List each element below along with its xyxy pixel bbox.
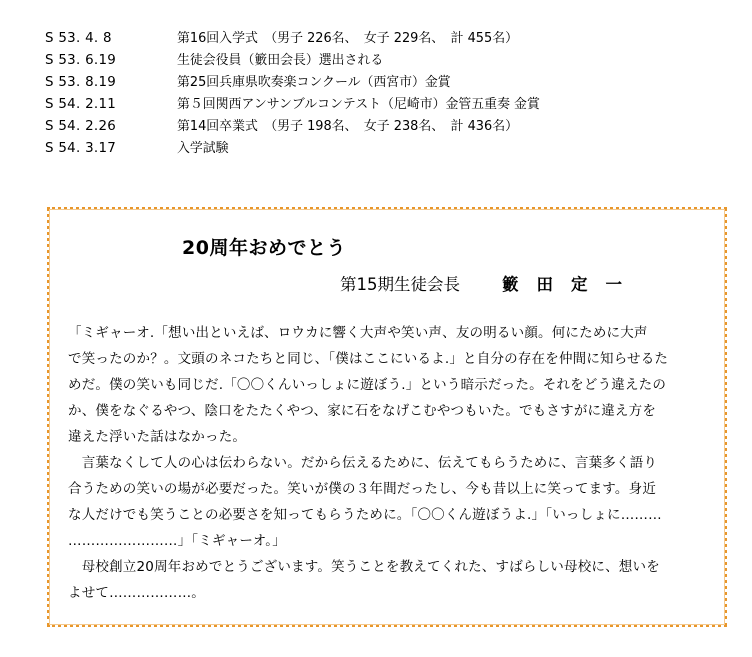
timeline-entry — [45, 28, 725, 50]
timeline-date: S 53. 6.19 — [45, 53, 117, 68]
article-byline — [340, 271, 640, 295]
body-line: 違えた浮いた話はなかった。 — [68, 429, 247, 445]
history-timeline — [45, 28, 725, 160]
body-line: よせて………………。 — [68, 585, 205, 601]
timeline-event: 第16回入学式 （男子 226名、 女子 229名、 計 455名） — [177, 31, 518, 46]
timeline-date: S 54. 2.11 — [45, 97, 117, 112]
body-line: 母校創立20周年おめでとうございます。笑うことを教えてくれた、すばらしい母校に、想いを — [68, 559, 660, 575]
body-line: ……………………」「ミギャーオ。」 — [68, 533, 286, 549]
body-line: 言葉なくして人の心は伝わらない。だから伝えるために、伝えてもらうために、言葉多く語り — [68, 455, 658, 471]
timeline-event: 生徒会役員（籔田会長）選出される — [177, 53, 384, 68]
body-line: な人だけでも笑うことの必要さを知ってもらうために。「〇〇くん遊ぼうよ.」「いっしょに……… — [68, 507, 662, 523]
body-line: で笑ったのか？。文頭のネコたちと同じ、「僕はここにいるよ.」と自分の存在を仲間に知らせるた — [68, 351, 669, 367]
author-role: 第15期生徒会長 — [340, 275, 460, 294]
article-title: 20周年おめでとう — [182, 237, 346, 259]
timeline-entry — [45, 50, 725, 72]
timeline-entry — [45, 72, 725, 94]
body-line: めだ。僕の笑いも同じだ.「〇〇くんいっしょに遊ぼう.」という暗示だった。それをどう違えたの — [68, 377, 667, 393]
timeline-entry — [45, 94, 725, 116]
timeline-date: S 54. 3.17 — [45, 141, 117, 156]
body-line: か、僕をなぐるやつ、陰口をたたくやつ、家に石をなげこむやつもいた。でもさすがに違え方を — [68, 403, 657, 419]
body-line: 「ミギャーオ.「想い出といえば、ロウカに響く大声や笑い声、友の明るい顔。何にために大声 — [68, 325, 648, 341]
timeline-date: S 53. 8.19 — [45, 75, 117, 90]
timeline-event: 入学試験 — [177, 141, 229, 156]
timeline-event: 第５回関西アンサンブルコンテスト（尼崎市）金管五重奏 金賞 — [177, 97, 540, 112]
timeline-entry — [45, 116, 725, 138]
timeline-entry — [45, 138, 725, 160]
body-line: 合うための笑いの場が必要だった。笑いが僕の３年間だったし、今も昔以上に笑ってます。身近 — [68, 481, 657, 497]
timeline-event: 第14回卒業式 （男子 198名、 女子 238名、 計 436名） — [177, 119, 518, 134]
timeline-date: S 53. 4. 8 — [45, 31, 112, 46]
author-name: 籔田定一 — [502, 275, 640, 294]
timeline-date: S 54. 2.26 — [45, 119, 117, 134]
article-body — [68, 320, 708, 606]
timeline-event: 第25回兵庫県吹奏楽コンクール（西宮市）金賞 — [177, 75, 451, 90]
